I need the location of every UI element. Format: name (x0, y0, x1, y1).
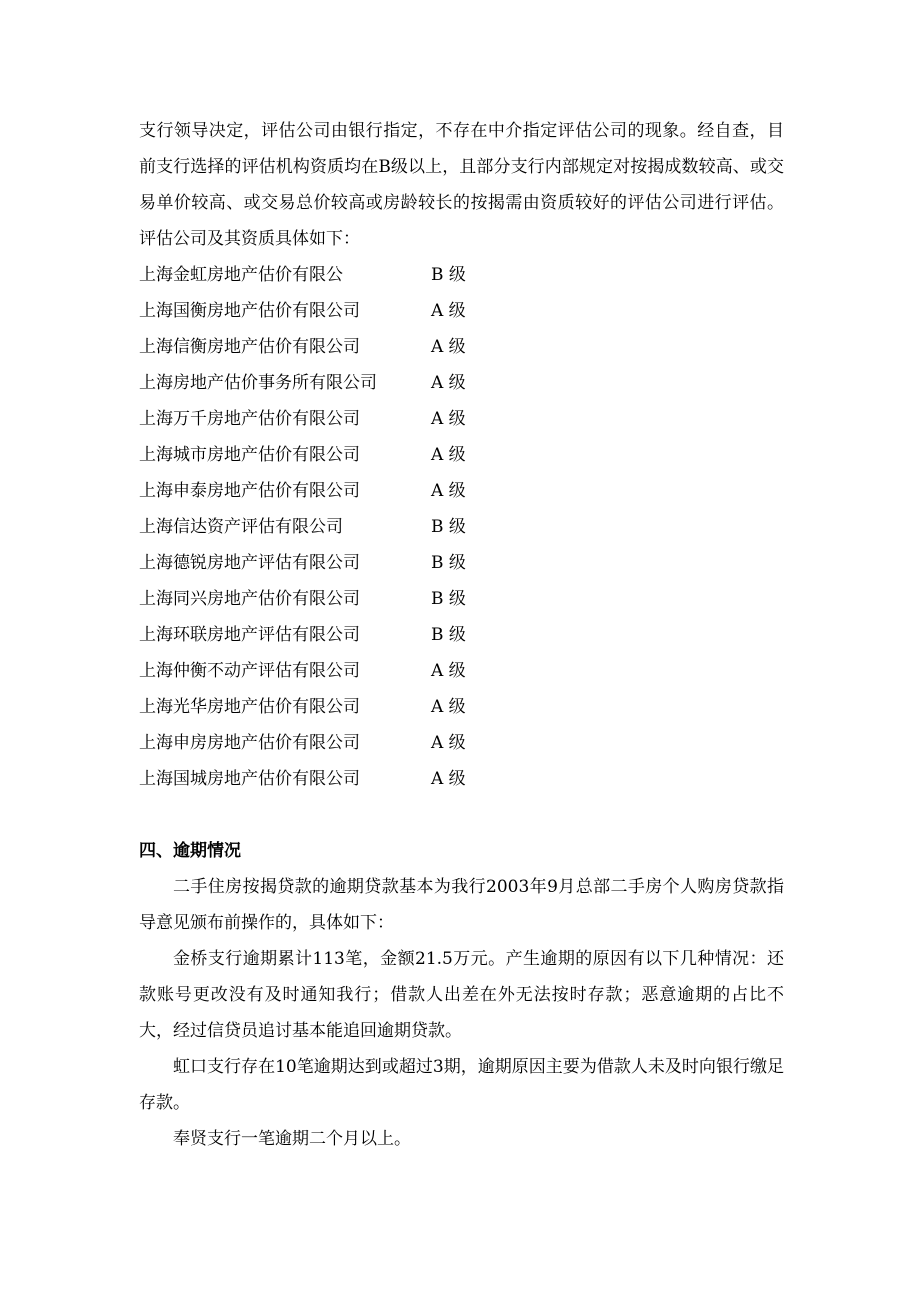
company-grade: B 级 (431, 625, 466, 645)
company-row (139, 725, 784, 761)
company-name: 上海申房房地产估价有限公司 (139, 733, 360, 753)
company-name: 上海国城房地产估价有限公司 (139, 769, 360, 789)
company-grade: A 级 (431, 733, 466, 753)
jinqiao-branch-paragraph: 金桥支行逾期累计113笔，金额21.5万元。产生逾期的原因有以下几种情况：还款账号更改没有及时通知我行；借款人出差在外无法按时存款；恶意逾期的占比不大，经过信贷员追讨基本能追回逾期贷款。 (139, 949, 784, 1041)
company-row (139, 473, 784, 509)
company-name: 上海同兴房地产估价有限公司 (139, 589, 360, 609)
appraisal-company-list (139, 257, 784, 797)
company-grade: A 级 (431, 697, 466, 717)
company-row (139, 581, 784, 617)
company-name: 上海申泰房地产估价有限公司 (139, 481, 360, 501)
company-grade: B 级 (431, 589, 466, 609)
company-name: 上海环联房地产评估有限公司 (139, 625, 360, 645)
company-row (139, 545, 784, 581)
company-name: 上海信达资产评估有限公司 (139, 517, 343, 537)
company-grade: A 级 (431, 661, 466, 681)
company-grade: A 级 (431, 337, 466, 357)
fengxian-branch-paragraph: 奉贤支行一笔逾期二个月以上。 (173, 1129, 411, 1149)
company-name: 上海金虹房地产估价有限公 (139, 265, 343, 285)
section-heading-overdue: 四、逾期情况 (139, 841, 241, 861)
document-content (139, 113, 784, 1157)
company-row (139, 761, 784, 797)
company-row (139, 437, 784, 473)
company-name: 上海信衡房地产估价有限公司 (139, 337, 360, 357)
company-row (139, 257, 784, 293)
company-grade: B 级 (431, 265, 466, 285)
company-grade: A 级 (431, 409, 466, 429)
company-grade: A 级 (431, 769, 466, 789)
company-row (139, 293, 784, 329)
intro-paragraph: 支行领导决定，评估公司由银行指定，不存在中介指定评估公司的现象。经自查，目前支行选择的评估机构资质均在B级以上，且部分支行内部规定对按揭成数较高、或交易单价较高、或交易总价较高或房龄较长的按揭需由资质较好的评估公司进行评估。评估公司及其资质具体如下： (139, 121, 784, 249)
company-grade: A 级 (431, 481, 466, 501)
company-row (139, 329, 784, 365)
company-row (139, 689, 784, 725)
company-name: 上海城市房地产估价有限公司 (139, 445, 360, 465)
company-name: 上海德锐房地产评估有限公司 (139, 553, 360, 573)
company-name: 上海国衡房地产估价有限公司 (139, 301, 360, 321)
overdue-summary-paragraph: 二手住房按揭贷款的逾期贷款基本为我行2003年9月总部二手房个人购房贷款指导意见颁布前操作的，具体如下： (139, 877, 784, 933)
company-name: 上海房地产估价事务所有限公司 (139, 373, 377, 393)
company-name: 上海光华房地产估价有限公司 (139, 697, 360, 717)
company-name: 上海万千房地产估价有限公司 (139, 409, 360, 429)
company-name: 上海仲衡不动产评估有限公司 (139, 661, 360, 681)
company-grade: A 级 (431, 445, 466, 465)
hongkou-branch-paragraph: 虹口支行存在10笔逾期达到或超过3期，逾期原因主要为借款人未及时向银行缴足存款。 (139, 1057, 784, 1113)
company-grade: A 级 (431, 373, 466, 393)
company-grade: A 级 (431, 301, 466, 321)
company-row (139, 401, 784, 437)
company-grade: B 级 (431, 517, 466, 537)
company-grade: B 级 (431, 553, 466, 573)
company-row (139, 653, 784, 689)
company-row (139, 365, 784, 401)
company-row (139, 617, 784, 653)
company-row (139, 509, 784, 545)
